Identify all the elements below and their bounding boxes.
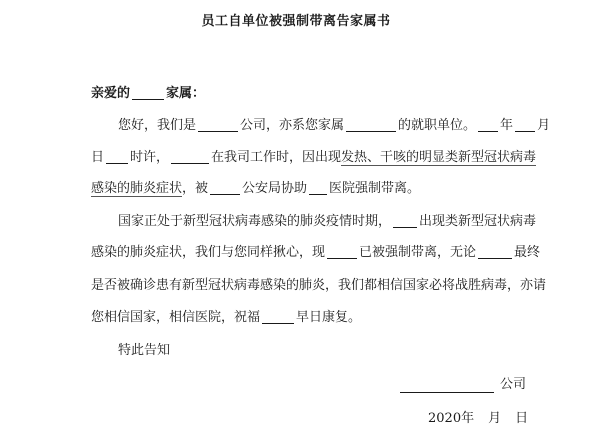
para2-text: 感染的肺炎症状，我们与您同样揪心，现 xyxy=(91,245,326,260)
employee-blank xyxy=(327,244,357,259)
para2-text: 您相信国家，相信医院，祝福 xyxy=(91,310,261,325)
para1-text: 在我司工作时，因出现 xyxy=(211,150,342,165)
para1-text: 公司，亦系您家属 xyxy=(240,118,345,133)
police-blank xyxy=(210,180,240,195)
para2-line4 xyxy=(91,309,361,327)
symptom-highlight: 发热、干咳的明显类新型冠状病毒 xyxy=(341,150,537,165)
day-label: 日 xyxy=(91,150,105,165)
para1-text: 的就职单位。 xyxy=(398,118,477,133)
family-name-blank xyxy=(132,85,164,100)
para2-text: 已被强制带离，无论 xyxy=(359,245,477,260)
para2-text: 最终 xyxy=(514,245,541,260)
salutation-suffix: 家属： xyxy=(166,86,206,101)
employee-blank xyxy=(478,244,512,259)
hour-label: 时许， xyxy=(130,150,170,165)
closing: 特此告知 xyxy=(118,343,171,358)
hour-blank xyxy=(106,149,128,164)
para2-line2 xyxy=(91,244,540,262)
para1-text: 医院强制带离。 xyxy=(329,181,421,196)
date-month: 月 xyxy=(488,411,502,426)
employee-blank xyxy=(171,149,209,164)
employee-blank xyxy=(393,213,417,228)
month-blank xyxy=(515,117,535,132)
para1-text: 公安局协助 xyxy=(242,181,308,196)
signature-date xyxy=(428,410,528,428)
date-year: 2020年 xyxy=(428,411,475,426)
document-title: 员工自单位被强制带离告家属书 xyxy=(201,14,391,29)
para2-line3: 是否被确诊患有新型冠状病毒感染的肺炎，我们都相信国家必将战胜病毒，亦请 xyxy=(91,278,547,293)
year-label: 年 xyxy=(500,118,514,133)
symptom-highlight: 感染的肺炎症状 xyxy=(91,181,183,196)
family-member-blank xyxy=(346,117,396,132)
para2-line1 xyxy=(118,213,536,231)
company-signature-blank xyxy=(400,378,494,393)
para2-text: 早日康复。 xyxy=(296,310,362,325)
para1-text: 您好，我们是 xyxy=(118,118,197,133)
para1-line3 xyxy=(91,180,420,198)
salutation xyxy=(91,85,205,103)
para1-line1 xyxy=(118,117,550,135)
signature-company: 公司 xyxy=(500,377,527,392)
employee-blank xyxy=(262,309,294,324)
para2-text: 国家正处于新型冠状病毒感染的肺炎疫情时期， xyxy=(118,214,392,229)
para1-line2 xyxy=(91,149,536,167)
date-day: 日 xyxy=(515,411,529,426)
month-label: 月 xyxy=(537,118,551,133)
hospital-blank xyxy=(309,180,327,195)
para1-text: ，被 xyxy=(182,181,209,196)
year-blank xyxy=(478,117,498,132)
salutation-prefix: 亲爱的 xyxy=(91,86,131,101)
para2-text: 出现类新型冠状病毒 xyxy=(419,214,537,229)
company-blank xyxy=(198,117,238,132)
